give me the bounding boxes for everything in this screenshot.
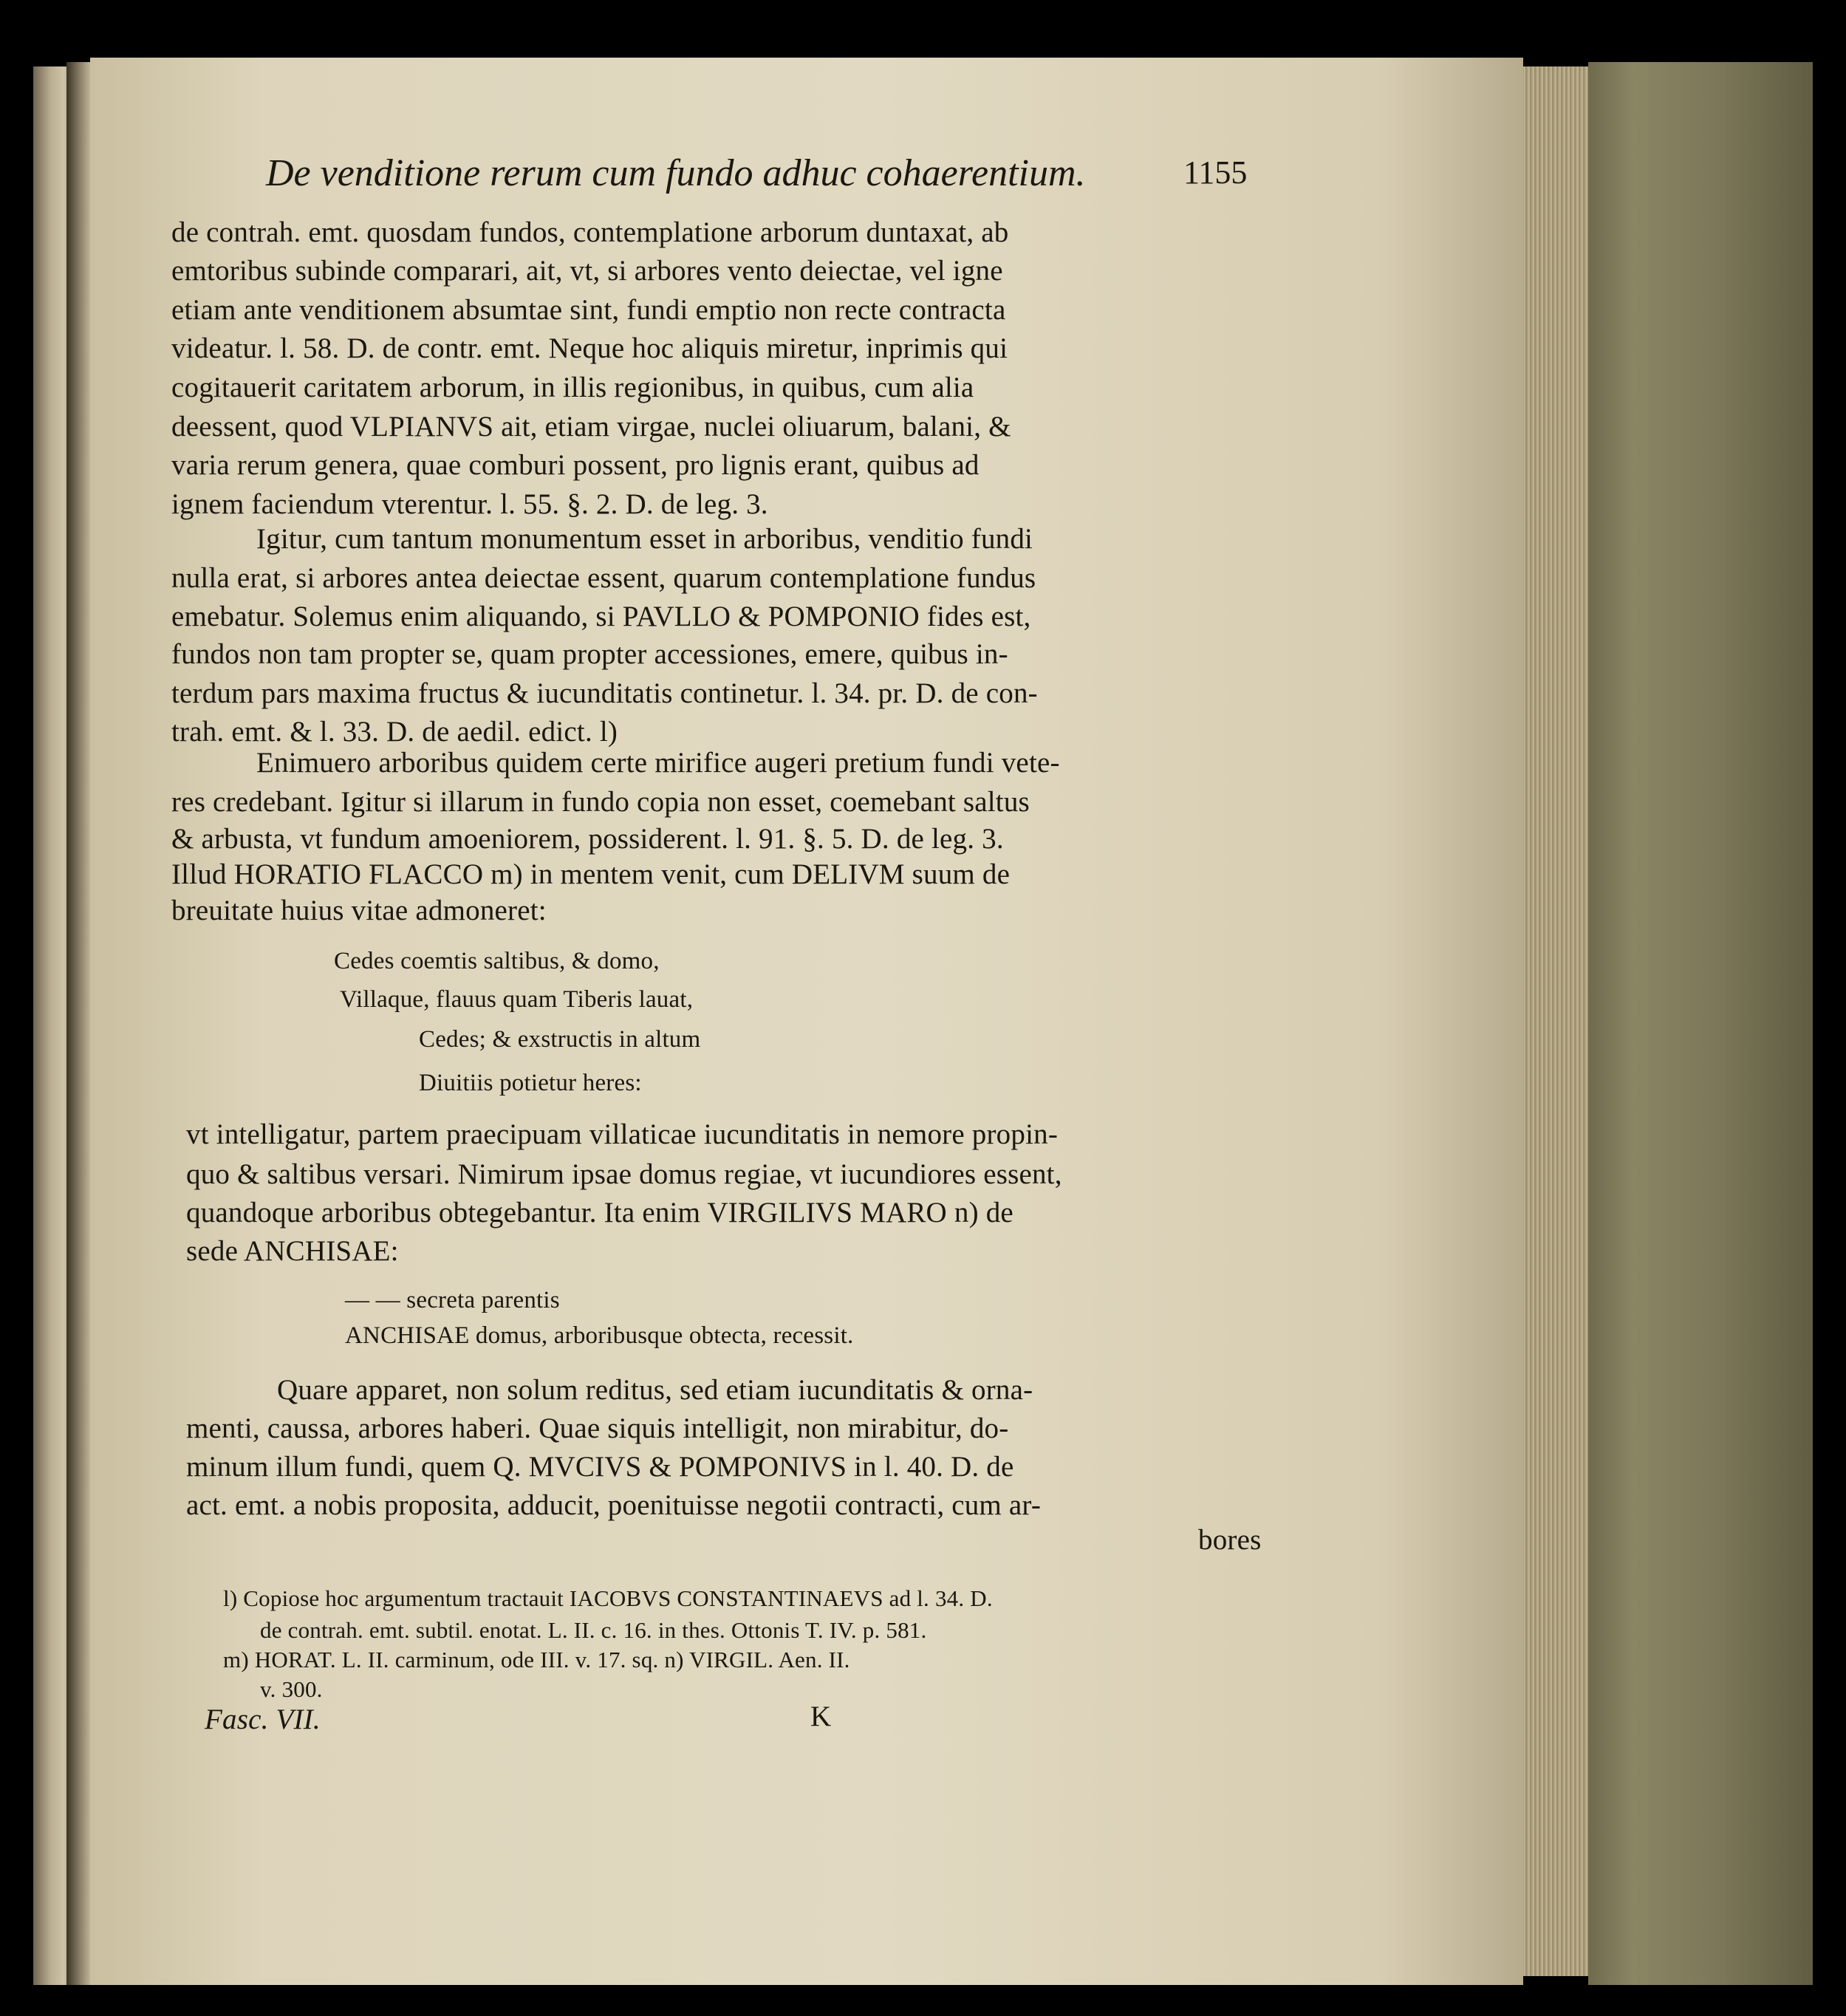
body-line: Illud HORATIO FLACCO m) in mentem venit, cum DELIVM suum de [171,858,1011,890]
page-number: 1155 [1183,154,1248,191]
scan-border-left [0,0,33,2016]
book-cover-edge [1588,62,1813,1985]
verse-line: — — secreta parentis [345,1287,560,1313]
body-line: fundos non tam propter se, quam propter accessiones, emere, quibus in- [171,638,1008,670]
body-line: Quare apparet, non solum reditus, sed etiam iucunditatis & orna- [277,1374,1033,1406]
body-line: res credebant. Igitur si illarum in fundo copia non esset, coemebant saltus [171,786,1030,818]
signature-mark: K [810,1701,832,1732]
scan-border-top [0,0,1846,58]
body-line: etiam ante venditionem absumtae sint, fundi emptio non recte contracta [171,294,1006,326]
body-line: quandoque arboribus obtegebantur. Ita enim VIRGILIVS MARO n) de [186,1197,1013,1229]
body-line: act. emt. a nobis proposita, adducit, poenituisse negotii contracti, cum ar- [186,1489,1042,1521]
scan-border-right [1813,0,1846,2016]
verse-line: Cedes; & exstructis in altum [419,1026,701,1053]
verse-line: Cedes coemtis saltibus, & domo, [334,948,660,974]
body-line: minum illum fundi, quem Q. MVCIVS & POMPONIVS in l. 40. D. de [186,1451,1014,1483]
page-block-edge [1523,66,1597,1976]
footnote-line: m) HORAT. L. II. carminum, ode III. v. 17. sq. n) VIRGIL. Aen. II. [223,1647,850,1672]
verse-line: ANCHISAE domus, arboribusque obtecta, recessit. [345,1322,854,1349]
body-line: nulla erat, si arbores antea deiectae essent, quarum contemplatione fundus [171,562,1036,594]
body-line: trah. emt. & l. 33. D. de aedil. edict. l) [171,716,618,748]
signature-fascicle: Fasc. VII. [205,1704,321,1735]
body-line: quo & saltibus versari. Nimirum ipsae domus regiae, vt iucundiores essent, [186,1158,1062,1190]
body-line: Enimuero arboribus quidem certe mirifice augeri pretium fundi vete- [256,747,1060,779]
body-line: videatur. l. 58. D. de contr. emt. Neque hoc aliquis miretur, inprimis qui [171,332,1008,364]
catchword: bores [1198,1524,1262,1556]
body-line: sede ANCHISAE: [186,1235,399,1267]
body-line: de contrah. emt. quosdam fundos, contemplatione arborum duntaxat, ab [171,216,1009,248]
body-line: emebatur. Solemus enim aliquando, si PAVLLO & POMPONIO fides est, [171,601,1031,632]
verse-line: Diuitiis potietur heres: [419,1070,642,1096]
body-line: varia rerum genera, quae comburi possent, pro lignis erant, quibus ad [171,449,980,481]
body-line: menti, caussa, arbores haberi. Quae siquis intelligit, non mirabitur, do- [186,1412,1009,1444]
body-line: Igitur, cum tantum monumentum esset in arboribus, venditio fundi [256,523,1033,555]
footnote-line: l) Copiose hoc argumentum tractauit IACOBVS CONSTANTINAEVS ad l. 34. D. [223,1585,993,1611]
body-line: breuitate huius vitae admoneret: [171,895,547,926]
footnote-line: v. 300. [260,1676,323,1702]
book-gutter [66,62,90,1986]
body-line: ignem faciendum vterentur. l. 55. §. 2. D. de leg. 3. [171,488,768,520]
body-line: & arbusta, vt fundum amoeniorem, possiderent. l. 91. §. 5. D. de leg. 3. [171,823,1004,855]
body-line: vt intelligatur, partem praecipuam villaticae iucunditatis in nemore propin- [186,1118,1059,1150]
verse-line: Villaque, flauus quam Tiberis lauat, [340,986,694,1013]
body-line: cogitauerit caritatem arborum, in illis regionibus, in quibus, cum alia [171,372,974,403]
footnote-line: de contrah. emt. subtil. enotat. L. II. c. 16. in thes. Ottonis T. IV. p. 581. [260,1617,927,1643]
running-header: De venditione rerum cum fundo adhuc cohaerentium. [266,152,1086,194]
scan-border-bottom [0,1985,1846,2016]
body-line: emtoribus subinde comparari, ait, vt, si arbores vento deiectae, vel igne [171,255,1003,287]
body-line: terdum pars maxima fructus & iucunditatis continetur. l. 34. pr. D. de con- [171,677,1038,709]
body-line: deessent, quod VLPIANVS ait, etiam virgae, nuclei oliuarum, balani, & [171,411,1011,443]
